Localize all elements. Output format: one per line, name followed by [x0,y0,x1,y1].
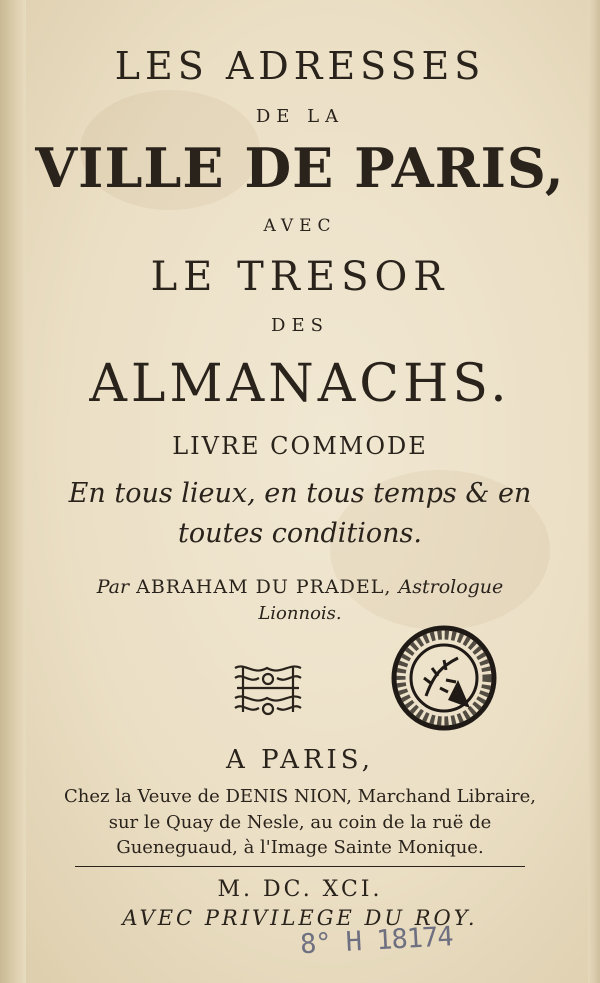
imprint-line-1: Chez la Veuve de DENIS NION, Marchand Libraire, [64,786,536,807]
subtitle-line-2: toutes conditions. [177,518,422,549]
title-line-des: DES [271,315,329,336]
imprint-line-2: sur le Quay de Nesle, au coin de la ruë de [108,812,492,833]
publication-year: M. DC. XCI. [217,877,383,902]
subtitle-livre-commode: LIVRE COMMODE [172,432,428,460]
title-line-dela: DE LA [255,106,345,127]
shelfmark-pencil-note: 8° H 18174 [299,921,454,961]
author-place: Lionnois. [258,603,342,624]
author-name: ABRAHAM DU PRADEL, [136,576,392,598]
privilege-line: AVEC PRIVILEGE DU ROY. [122,906,478,930]
author-line [0,576,600,598]
imprint-rule [75,866,525,867]
title-line-avec: AVEC [263,216,337,236]
author-role: Astrologue [398,576,504,598]
title-line-almanachs: ALMANACHS. [89,354,511,414]
title-line-1: LES ADRESSES [114,44,486,88]
author-par: Par [96,576,130,598]
printers-ornament-icon [231,662,305,718]
library-stamp-icon [388,622,500,734]
title-line-tresor: LE TRESOR [150,254,450,300]
imprint-line-3: Gueneguaud, à l'Image Sainte Monique. [116,837,484,858]
title-line-ville: VILLE DE PARIS, [35,136,565,200]
imprint-city: A PARIS, [226,745,374,775]
subtitle-line-1: En tous lieux, en tous temps & en [68,478,532,509]
